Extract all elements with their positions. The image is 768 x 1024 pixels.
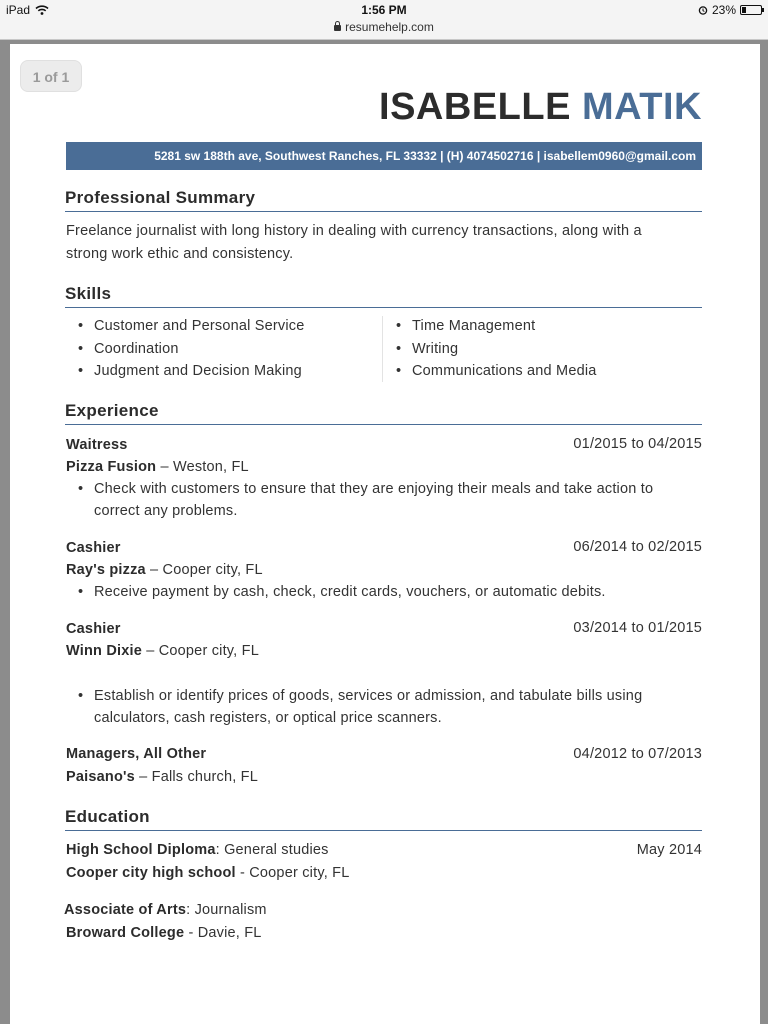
company-location: – Cooper city, FL [142,643,259,659]
job-employer [66,456,249,478]
school-name: Cooper city high school [66,865,236,881]
summary-line: Freelance journalist with long history in dealing with currency transactions, along with a [66,223,642,239]
job-title: Managers, All Other [66,746,207,762]
job-title: Cashier [66,540,121,556]
job-duty-continued: calculators, cash registers, or optical price scanners. [94,710,442,726]
status-right [698,3,762,17]
job-dates: 01/2015 to 04/2015 [573,436,702,452]
skills-divider [382,316,383,382]
address-bar[interactable] [0,20,768,34]
status-bar [0,0,768,40]
section-title-experience: Experience [65,401,702,425]
job-duty: • Receive payment by cash, check, credit cards, vouchers, or automatic debits. [94,581,606,603]
battery-percent: 23% [711,3,736,17]
job-duty: • Establish or identify prices of goods, services or admission, and tabulate bills using [94,685,642,707]
skill-item: • Coordination [94,338,179,360]
company-name: Paisano's [66,769,135,785]
summary-line: strong work ethic and consistency. [66,246,294,262]
last-name: MATIK [582,86,702,128]
degree-field: : Journalism [186,902,267,918]
contact-bar: 5281 sw 188th ave, Southwest Ranches, FL 33332 | (H) 4074502716 | isabellem0960@gmail.com [66,142,702,170]
battery-icon [740,5,762,15]
job-dates: 06/2014 to 02/2015 [573,539,702,555]
url-text: resumehelp.com [345,20,434,34]
education-degree [66,839,329,861]
company-name: Ray's pizza [66,562,146,578]
job-title: Cashier [66,621,121,637]
resume-name [379,86,702,129]
resume-page [10,44,760,1024]
company-name: Winn Dixie [66,643,142,659]
skill-item: • Time Management [412,315,535,337]
section-title-summary: Professional Summary [65,188,702,212]
section-title-skills: Skills [65,284,702,308]
degree-name: Associate of Arts [64,902,187,918]
school-name: Broward College [66,925,185,941]
company-name: Pizza Fusion [66,459,157,475]
education-date: May 2014 [636,842,702,858]
job-employer [66,766,258,788]
job-dates: 04/2012 to 07/2013 [573,746,702,762]
lock-icon [334,25,341,31]
school-location: - Davie, FL [184,925,262,941]
alarm-icon [698,5,708,15]
job-duty-continued: correct any problems. [94,503,238,519]
skill-item: • Customer and Personal Service [94,315,305,337]
job-dates: 03/2014 to 01/2015 [573,620,702,636]
degree-name: High School Diploma [66,842,216,858]
battery-fill [742,7,746,13]
company-location: – Falls church, FL [134,769,258,785]
company-location: – Cooper city, FL [145,562,263,578]
school-location: - Cooper city, FL [235,865,350,881]
education-degree [64,899,267,921]
clock: 1:56 PM [361,3,407,17]
education-school [66,922,262,944]
skill-item: • Judgment and Decision Making [94,360,302,382]
skill-item: • Communications and Media [412,360,597,382]
job-title: Waitress [66,437,128,453]
job-duty: • Check with customers to ensure that they are enjoying their meals and take action to [94,478,653,500]
education-school [66,862,349,884]
degree-field: : General studies [215,842,329,858]
company-location: – Weston, FL [156,459,249,475]
device-label: iPad [6,3,31,17]
section-title-education: Education [65,807,702,831]
skill-item: • Writing [412,338,458,360]
job-employer [66,640,259,662]
page-indicator: 1 of 1 [20,60,82,92]
job-employer [66,559,263,581]
first-name: ISABELLE [379,86,571,128]
